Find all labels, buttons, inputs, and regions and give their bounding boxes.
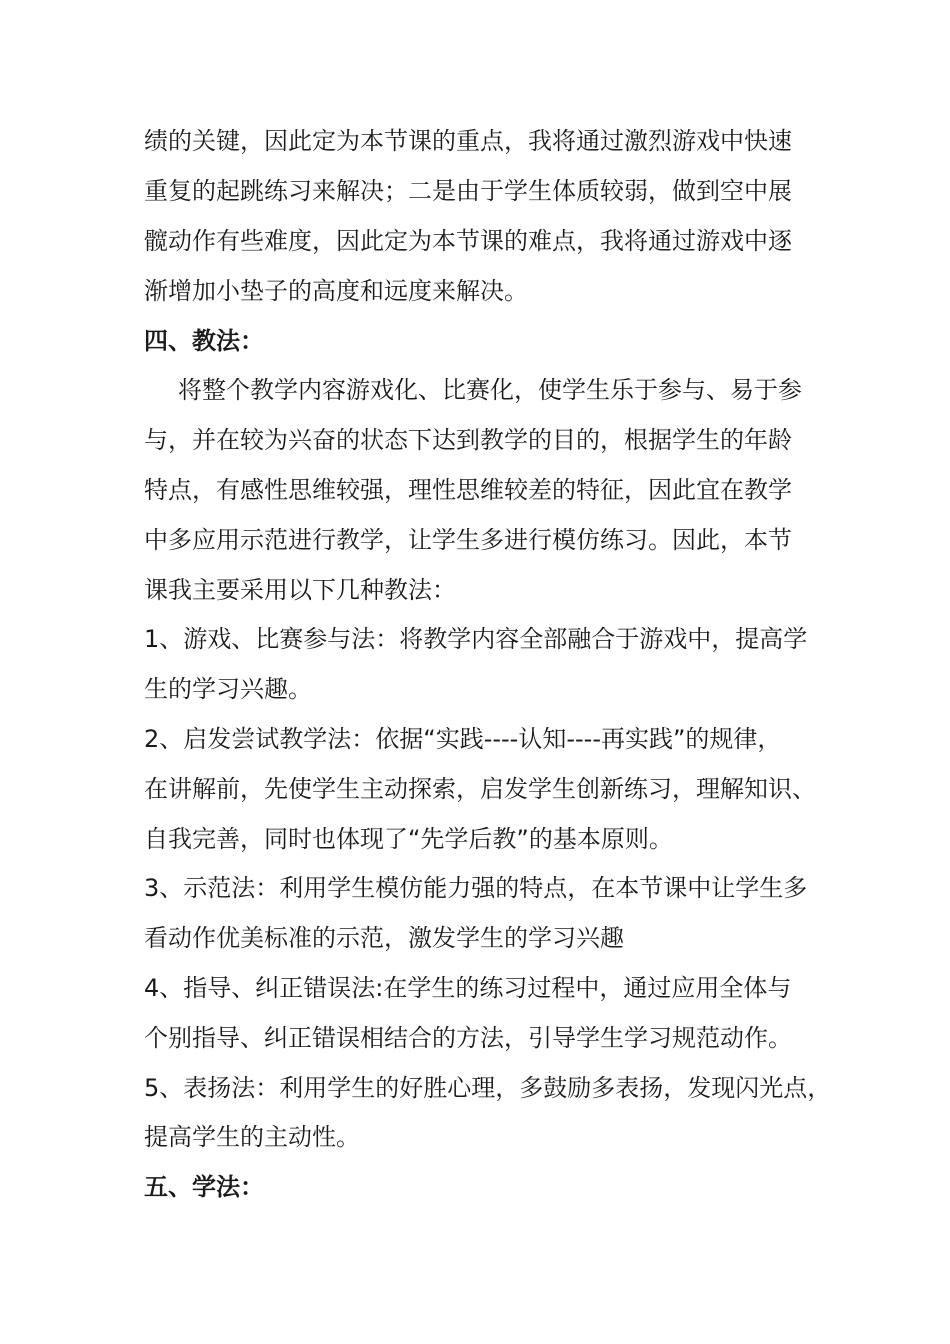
paragraph-line: 髋动作有些难度，因此定为本节课的难点，我将通过游戏中逐 xyxy=(144,227,792,255)
method-2-line: 在讲解前，先使学生主动探索，启发学生创新练习，理解知识、 xyxy=(144,775,816,803)
paragraph-line: 渐增加小垫子的高度和远度来解决。 xyxy=(144,277,528,305)
method-3-line: 3、示范法：利用学生模仿能力强的特点，在本节课中让学生多 xyxy=(144,874,808,902)
method-2-line: 自我完善，同时也体现了“先学后教”的基本原则。 xyxy=(144,825,673,853)
method-5-line: 5、表扬法：利用学生的好胜心理，多鼓励多表扬，发现闪光点， xyxy=(144,1074,832,1102)
intro-line: 与，并在较为兴奋的状态下达到教学的目的，根据学生的年龄 xyxy=(144,426,792,454)
section-heading-learning-methods: 五、学法： xyxy=(144,1173,264,1201)
method-4-line: 个别指导、纠正错误相结合的方法，引导学生学习规范动作。 xyxy=(144,1024,792,1052)
method-2-line: 2、启发尝试教学法：依据“实践----认知----再实践”的规律， xyxy=(144,725,782,753)
intro-line: 特点，有感性思维较强，理性思维较差的特征，因此宜在教学 xyxy=(144,476,792,504)
method-1-line: 生的学习兴趣。 xyxy=(144,675,312,703)
paragraph-line: 绩的关键，因此定为本节课的重点，我将通过激烈游戏中快速 xyxy=(144,127,792,155)
intro-line: 中多应用示范进行教学，让学生多进行模仿练习。因此，本节 xyxy=(144,526,792,554)
paragraph-line: 重复的起跳练习来解决；二是由于学生体质较弱，做到空中展 xyxy=(144,177,792,205)
method-1-line: 1、游戏、比赛参与法：将教学内容全部融合于游戏中，提高学 xyxy=(144,625,808,653)
intro-line: 将整个教学内容游戏化、比赛化，使学生乐于参与、易于参 xyxy=(178,376,802,404)
section-heading-teaching-methods: 四、教法： xyxy=(144,327,264,355)
intro-line: 课我主要采用以下几种教法： xyxy=(144,576,456,604)
method-3-line: 看动作优美标准的示范，激发学生的学习兴趣 xyxy=(144,924,624,952)
method-4-line: 4、指导、纠正错误法:在学生的练习过程中，通过应用全体与 xyxy=(144,974,792,1002)
method-5-line: 提高学生的主动性。 xyxy=(144,1123,360,1151)
